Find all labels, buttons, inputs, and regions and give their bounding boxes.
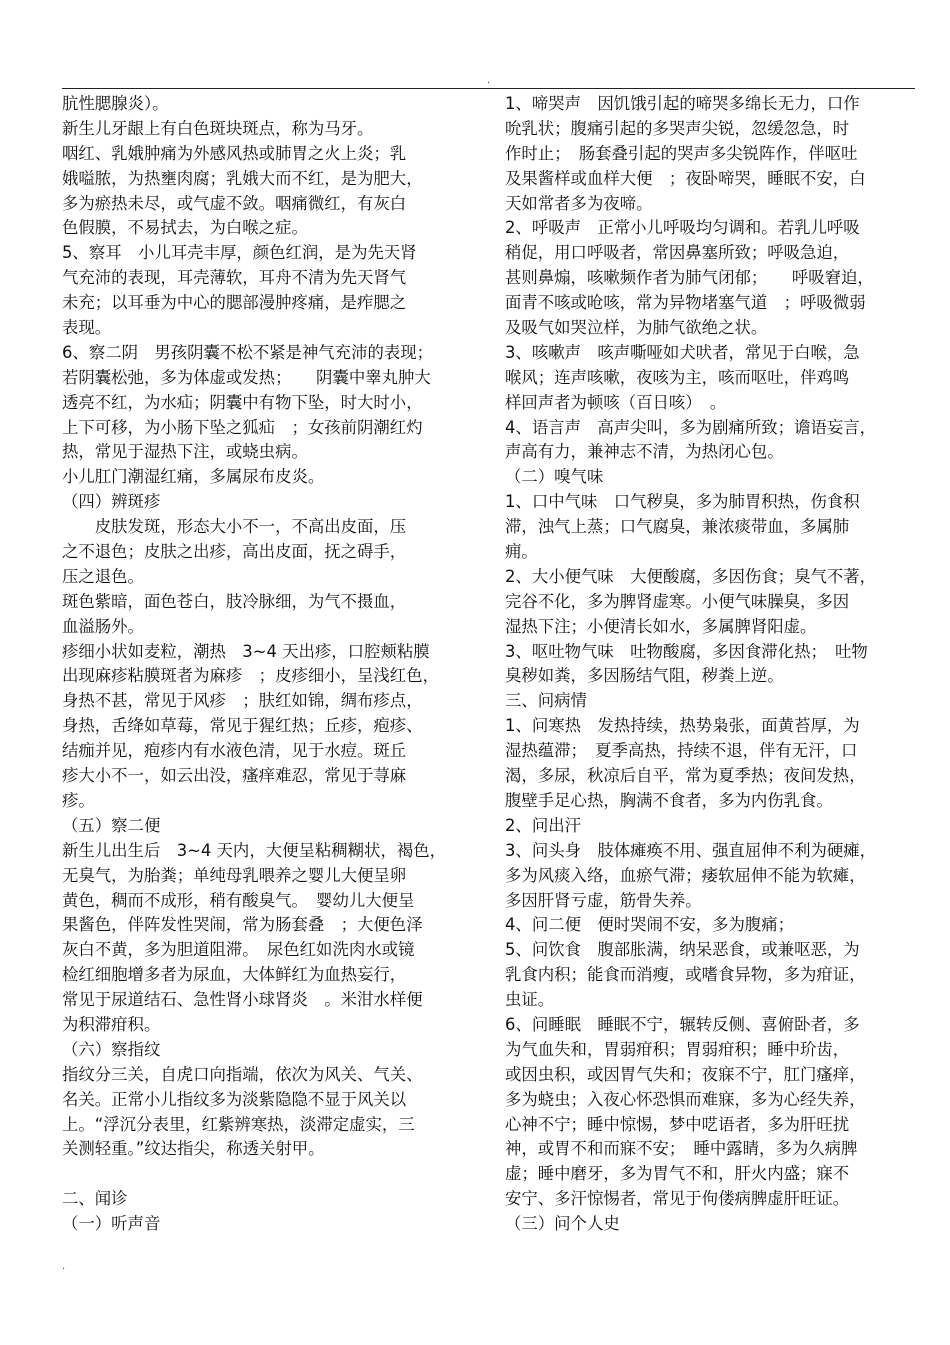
text-line: 5、问饮食 腹部胀满，纳呆恶食，或兼呕恶，为 — [505, 940, 860, 960]
text-line: 6、问睡眠 睡眠不宁，辗转反侧、喜俯卧者，多 — [505, 1014, 860, 1034]
text-line: 腹壁手足心热，胸满不食者，多为内伤乳食。 — [505, 790, 833, 810]
text-line: 灰白不黄，多为胆道阻滞。 尿色红如洗肉水或镜 — [62, 940, 415, 960]
text-line: 若阴囊松弛，多为体虚或发热； 阴囊中睾丸肿大 — [62, 367, 431, 387]
text-line: 关测轻重。”纹达指尖，称透关射甲。 — [62, 1139, 325, 1159]
text-line: 身热不甚，常见于风疹 ；肤红如锦，绸布疹点， — [62, 691, 423, 711]
text-line: 多为瘀热未尽，或气虚不敛。咽痛微红，有灰白 — [62, 193, 407, 213]
header-rule — [62, 88, 915, 89]
text-line: 安宁、多汗惊惕者，常见于佝偻病脾虚肝旺证。 — [505, 1189, 850, 1209]
text-line: （一）听声音 — [62, 1214, 161, 1234]
text-line: 名关。正常小儿指纹多为淡紫隐隐不显于风关以 — [62, 1089, 407, 1109]
text-line: 2、大小便气味 大便酸腐，多因伤食；臭气不著， — [505, 566, 877, 586]
text-line: 疹细小状如麦粒，潮热 3~4 天出疹，口腔颊粘膜 — [62, 641, 430, 661]
text-line: 或因虫积，或因胃气失和；夜寐不宁，肛门瘙痒， — [505, 1064, 866, 1084]
text-line: （四）辨斑疹 — [62, 492, 161, 512]
text-line: 上。“浮沉分表里，红紫辨寒热，淡滞定虚实，三 — [62, 1114, 415, 1134]
left-text-column — [62, 92, 472, 1237]
text-line: 声高有力，兼神志不清，为热闭心包。 — [505, 442, 784, 462]
text-line: （六）察指纹 — [62, 1039, 161, 1059]
text-line: 5、察耳 小儿耳壳丰厚，颜色红润，是为先天肾 — [62, 243, 417, 263]
text-line: 上下可移，为小肠下坠之狐疝 ；女孩前阴潮红灼 — [62, 417, 423, 437]
text-line: 2、呼吸声 正常小儿呼吸均匀调和。若乳儿呼吸 — [505, 218, 860, 238]
text-line: 吮乳状；腹痛引起的多哭声尖锐，忽缓忽急，时 — [505, 118, 850, 138]
text-line: 6、察二阴 男孩阴囊不松不紧是神气充沛的表现； — [62, 342, 434, 362]
text-line: 娥嗌脓，为热壅肉腐；乳娥大而不红，是为肥大， — [62, 168, 423, 188]
right-text-column — [505, 92, 917, 1237]
text-line: 气充沛的表现，耳壳薄软，耳舟不清为先天肾气 — [62, 268, 407, 288]
text-line: 二、闻诊 — [62, 1189, 128, 1209]
text-line: 血溢肠外。 — [62, 616, 144, 636]
text-line: 甚则鼻煽，咳嗽频作者为肺气闭郁； 呼吸窘迫， — [505, 268, 874, 288]
text-line: 热，常见于湿热下注，或蛲虫病。 — [62, 442, 308, 462]
text-line: 压之退色。 — [62, 566, 144, 586]
text-line: 痈。 — [505, 542, 538, 562]
text-line: 心神不宁；睡中惊惕，梦中呓语者，多为肝旺扰 — [505, 1114, 850, 1134]
text-line: 小儿肛门潮湿红痛，多属尿布皮炎。 — [62, 467, 325, 487]
text-line: （二）嗅气味 — [505, 467, 604, 487]
text-line: 及吸气如哭泣样，为肺气欲绝之状。 — [505, 318, 768, 338]
text-line: 三、问病情 — [505, 691, 587, 711]
text-line: 多为蛲虫；入夜心怀恐惧而难寐，多为心经失养， — [505, 1089, 866, 1109]
text-line: 无臭气，为胎粪；单纯母乳喂养之婴儿大便呈卵 — [62, 865, 407, 885]
text-line: 黄色，稠而不成形，稍有酸臭气。 婴幼儿大便呈 — [62, 890, 415, 910]
text-line: 样回声者为顿咳（百日咳） 。 — [505, 392, 727, 412]
text-line: 多因肝肾亏虚，筋骨失养。 — [505, 890, 702, 910]
text-line: 及果酱样或血样大便 ；夜卧啼哭，睡眠不安，白 — [505, 168, 866, 188]
text-line: 咽红、乳娥肿痛为外感风热或肺胃之火上炎；乳 — [62, 143, 407, 163]
text-line: 渴，多尿，秋凉后自平，常为夏季热；夜间发热， — [505, 766, 866, 786]
text-line: 1、啼哭声 因饥饿引起的啼哭多绵长无力，口作 — [505, 94, 860, 113]
text-line: 新生儿牙龈上有白色斑块斑点，称为马牙。 — [62, 118, 374, 138]
text-line: 为积滞疳积。 — [62, 1014, 161, 1034]
text-line: 之不退色；皮肤之出疹，高出皮面，抚之碍手， — [62, 542, 407, 562]
text-line: 虚；睡中磨牙，多为胃气不和，肝火内盛；寐不 — [505, 1164, 850, 1184]
text-line: 湿热蕴滞； 夏季高热，持续不退，伴有无汗，口 — [505, 741, 858, 761]
text-line: 天如常者多为夜啼。 — [505, 193, 653, 213]
text-line: 臭秽如粪，多因肠结气阻，秽粪上逆。 — [505, 666, 784, 686]
text-line: 为气血失和，胃弱疳积；胃弱疳积；睡中玠齿， — [505, 1039, 850, 1059]
text-line: 出现麻疹粘膜斑者为麻疹 ；皮疹细小，呈浅红色， — [62, 666, 439, 686]
text-line: 色假膜，不易拭去，为白喉之症。 — [62, 218, 308, 238]
text-line: 新生儿出生后 3~4 天内，大便呈粘稠糊状，褐色， — [62, 840, 447, 860]
text-line: 皮肤发斑，形态大小不一，不高出皮面，压 — [62, 517, 407, 537]
text-line: 1、问寒热 发热持续，热势枭张，面黄苔厚，为 — [505, 716, 860, 736]
text-line: 疹大小不一，如云出没，瘙痒难忍，常见于荨麻 — [62, 766, 407, 786]
text-line: 未充；以耳垂为中心的腮部漫肿疼痛，是痄腮之 — [62, 293, 407, 313]
text-line: 肮性腮腺炎）。 — [62, 94, 169, 113]
text-line: 身热，舌绛如草莓，常见于猩红热；丘疹，疱疹、 — [62, 716, 423, 736]
text-line: 神，或胃不和而寐不安； 睡中露睛，多为久病脾 — [505, 1139, 858, 1159]
text-line: 面青不咳或呛咳，常为异物堵塞气道 ；呼吸微弱 — [505, 293, 866, 313]
text-line: 湿热下注；小便清长如水，多属脾肾阳虚。 — [505, 616, 817, 636]
text-line: 2、问出汗 — [505, 815, 581, 835]
text-line: 喉风；连声咳嗽，夜咳为主，咳而呕吐，伴鸡鸣 — [505, 367, 850, 387]
text-line: 透亮不红，为水疝；阴囊中有物下坠，时大时小， — [62, 392, 423, 412]
text-line: 多为风痰入络，血瘀气滞；痿软屈伸不能为软瘫， — [505, 865, 866, 885]
text-line: 乳食内积；能食而消瘦，或嗜食异物，多为疳证， — [505, 965, 866, 985]
text-line: 4、问二便 便时哭闹不安，多为腹痛； — [505, 915, 795, 935]
text-line: 稍促，用口呼吸者，常因鼻塞所致；呼吸急迫， — [505, 243, 850, 263]
text-line: 检红细胞增多者为尿血，大体鲜红为血热妄行， — [62, 965, 407, 985]
text-line: 虫证。 — [505, 990, 555, 1010]
text-line: 果酱色，伴阵发性哭闹，常为肠套叠 ；大便色泽 — [62, 915, 423, 935]
text-line: 1、口中气味 口气秽臭，多为肺胃积热，伤食积 — [505, 492, 860, 512]
text-line: 4、语言声 高声尖叫，多为剧痛所致；谵语妄言， — [505, 417, 877, 437]
text-line: 3、呕吐物气味 吐物酸腐，多因食滞化热； 吐物 — [505, 641, 868, 661]
text-line: 完谷不化，多为脾肾虚寒。小便气味臊臭，多因 — [505, 591, 850, 611]
text-line: 常见于尿道结石、急性肾小球肾炎 。米泔水样便 — [62, 990, 423, 1010]
text-line: 表现。 — [62, 318, 112, 338]
text-line: 3、咳嗽声 咳声嘶哑如犬吠者，常见于白喉，急 — [505, 342, 860, 362]
text-line: （五）察二便 — [62, 815, 161, 835]
text-line: 3、问头身 肢体瘫痪不用、强直屈伸不利为硬瘫， — [505, 840, 877, 860]
page-marker-top: . — [487, 75, 491, 86]
text-line: 作时止； 肠套叠引起的哭声多尖锐阵作，伴呕吐 — [505, 143, 858, 163]
text-line: 结痂并见，疱疹内有水液色清，见于水痘。斑丘 — [62, 741, 407, 761]
text-line: 斑色紫暗，面色苍白，肢冷脉细，为气不摄血， — [62, 591, 407, 611]
text-line — [62, 1162, 472, 1187]
text-line: 滞，浊气上蒸；口气腐臭，兼浓痰带血，多属肺 — [505, 517, 850, 537]
page-marker-bottom: . — [62, 1261, 66, 1272]
text-line: （三）问个人史 — [505, 1214, 620, 1234]
text-line: 指纹分三关，自虎口向指端，依次为风关、气关、 — [62, 1064, 423, 1084]
text-line: 疹。 — [62, 790, 95, 810]
